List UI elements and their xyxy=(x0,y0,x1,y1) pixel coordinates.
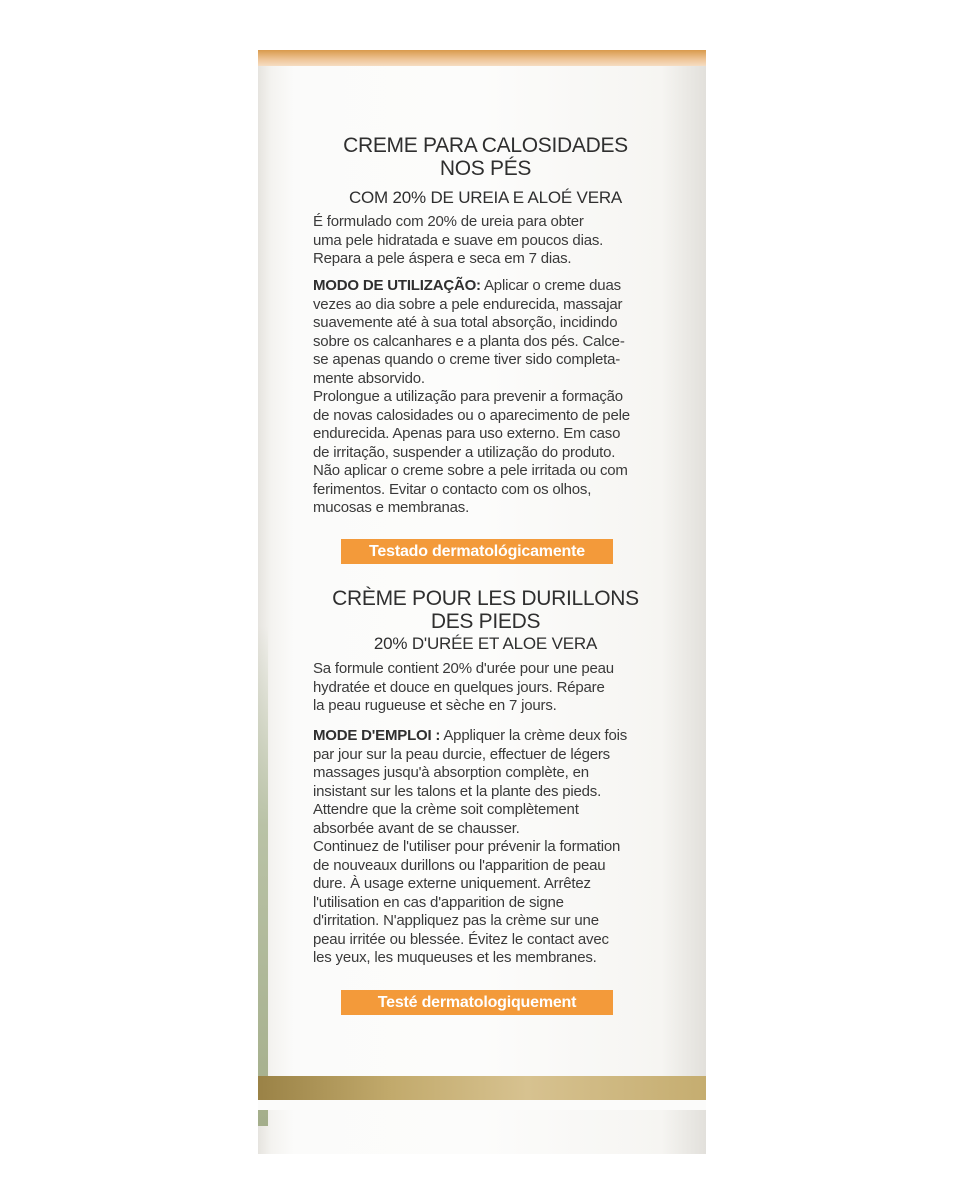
fr-intro xyxy=(313,660,658,716)
pt-usage-first: Aplicar o creme duas xyxy=(480,277,621,294)
pt-intro-line: uma pele hidratada e suave em poucos dias. xyxy=(313,231,604,249)
pt-usage-line: mucosas e membranas. xyxy=(313,499,470,516)
fr-title-line1: CRÈME POUR LES DURILLONS xyxy=(332,587,639,610)
fr-intro-line: hydratée et douce en quelques jours. Répare xyxy=(313,678,605,696)
pt-usage-line: Não aplicar o creme sobre a pele irritada ou com xyxy=(313,462,628,479)
fr-usage-line: les yeux, les muqueuses et les membranes. xyxy=(313,949,597,966)
pt-usage-line: sobre os calcanhares e a planta dos pés. Calce- xyxy=(313,332,625,350)
fr-usage-line: d'irritation. N'appliquez pas la crème sur une xyxy=(313,912,599,929)
fr-intro-line: la peau rugueuse et sèche en 7 jours. xyxy=(313,697,557,714)
pt-usage-line: vezes ao dia sobre a pele endurecida, massajar xyxy=(313,295,623,313)
pt-usage-line: Prolongue a utilização para prevenir a formação xyxy=(313,388,623,405)
pt-usage-line: se apenas quando o creme tiver sido completa- xyxy=(313,351,621,368)
pt-usage-line: suavemente até à sua total absorção, incidindo xyxy=(313,314,618,331)
fr-usage-line: l'utilisation en cas d'apparition de signe xyxy=(313,893,564,911)
pt-usage-line: mente absorvido. xyxy=(313,369,425,387)
pt-dermatological-badge: Testado dermatológicamente xyxy=(341,539,613,564)
pt-title xyxy=(303,134,668,180)
pt-usage-label: MODO DE UTILIZAÇÃO: xyxy=(313,277,481,294)
pt-intro-line: É formulado com 20% de ureia para obter xyxy=(313,213,584,230)
fr-usage-line: Continuez de l'utiliser pour prévenir la formation xyxy=(313,838,621,855)
fr-usage-line: Attendre que la crème soit complètement xyxy=(313,801,579,818)
pt-usage-line: de irritação, suspender a utilização do produto. xyxy=(313,443,616,461)
fr-title-line2: DES PIEDS xyxy=(430,610,541,633)
pt-intro-line: Repara a pele áspera e seca em 7 dias. xyxy=(313,250,572,267)
pt-subtitle: COM 20% DE UREIA E ALOÉ VERA xyxy=(348,188,623,207)
fr-usage-first-line xyxy=(313,727,658,746)
pt-usage-first-line xyxy=(313,277,658,296)
fr-usage-first: Appliquer la crème deux fois xyxy=(440,727,628,744)
fr-usage-line: absorbée avant de se chausser. xyxy=(313,819,520,837)
fr-dermatological-badge: Testé dermatologiquement xyxy=(341,990,613,1015)
fr-usage-line: dure. À usage externe uniquement. Arrêtez xyxy=(313,875,591,892)
fr-usage xyxy=(313,727,658,968)
fr-intro-line: Sa formule contient 20% d'urée pour une peau xyxy=(313,660,614,677)
fr-usage-line: par jour sur la peau durcie, effectuer de légers xyxy=(313,745,610,763)
pt-title-line1: CREME PARA CALOSIDADES xyxy=(343,134,628,157)
fr-usage-line: de nouveaux durillons ou l'apparition de peau xyxy=(313,856,606,874)
french-section xyxy=(313,587,658,987)
fr-usage-line: peau irritée ou blessée. Évitez le contact avec xyxy=(313,930,609,948)
portuguese-section xyxy=(313,134,658,564)
fr-usage-line: massages jusqu'à absorption complète, en xyxy=(313,764,589,781)
pt-usage xyxy=(313,277,658,518)
pt-usage-line: endurecida. Apenas para uso externo. Em caso xyxy=(313,425,621,442)
fr-title xyxy=(303,587,668,633)
left-edge-stripe xyxy=(258,626,268,1126)
fr-usage-line: insistant sur les talons et la plante des pieds. xyxy=(313,782,602,800)
pt-usage-line: de novas calosidades ou o aparecimento de pele xyxy=(313,406,630,424)
fr-subtitle: 20% D'URÉE ET ALOE VERA xyxy=(373,634,598,653)
pt-title-line2: NOS PÉS xyxy=(439,157,532,180)
pt-intro xyxy=(313,213,658,269)
gold-band xyxy=(258,1076,706,1110)
pt-usage-line: ferimentos. Evitar o contacto com os olhos, xyxy=(313,480,592,498)
fr-usage-label: MODE D'EMPLOI : xyxy=(313,727,441,744)
